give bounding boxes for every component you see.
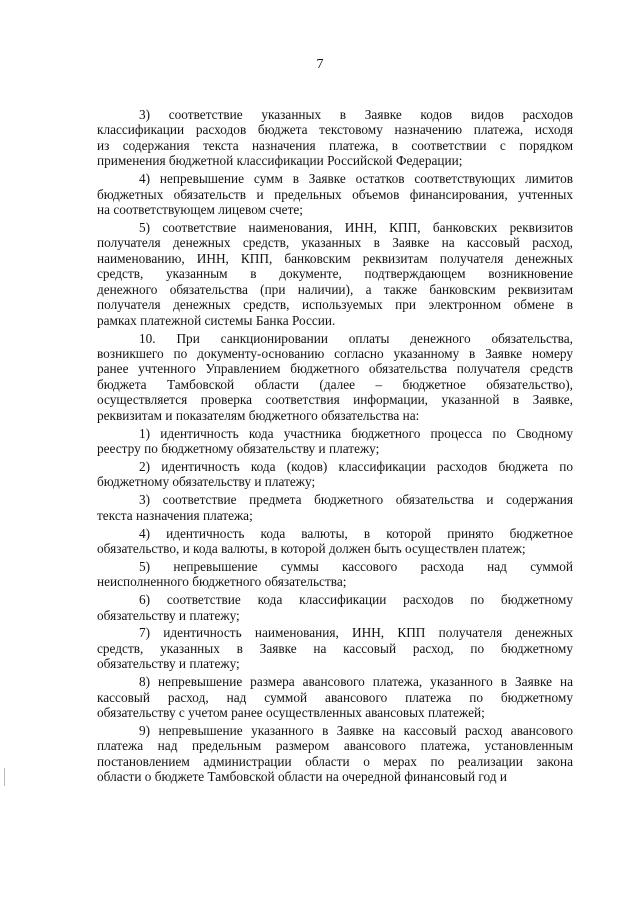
text-line: 7) идентичность наименования, ИНН, КПП получателя денежных xyxy=(139,625,573,641)
paragraph xyxy=(97,107,573,169)
text-line: 4) непревышение сумм в Заявке остатков соответствующих лимитов xyxy=(139,171,573,187)
text-line: 10. При санкционировании оплаты денежного обязательства, xyxy=(139,330,573,346)
text-line: возникшего по документу-основанию согласно указанному в Заявке номеру xyxy=(97,345,573,361)
text-line: 3) соответствие предмета бюджетного обязательства и содержания xyxy=(139,492,573,508)
text-line: бюджетных обязательств и предельных объемов финансирования, учтенных xyxy=(97,186,573,202)
text-line: получателя денежных средств, используемых при электронном обмене в xyxy=(97,297,573,313)
paragraph xyxy=(97,459,573,490)
text-line: области о бюджете Тамбовской области на очередной финансовый год и xyxy=(97,769,507,785)
text-line: обязательству с учетом ранее осуществленных авансовых платежей; xyxy=(97,705,485,721)
paragraph xyxy=(97,625,573,671)
text-line: 4) идентичность кода валюты, в которой принято бюджетное xyxy=(139,525,573,541)
text-line: 2) идентичность кода (кодов) классификации расходов бюджета по xyxy=(139,458,573,474)
document-body xyxy=(97,107,573,787)
text-line: 3) соответствие указанных в Заявке кодов видов расходов xyxy=(139,107,573,122)
text-line: реквизитам и показателям бюджетного обязательства на: xyxy=(97,407,420,423)
text-line: рамках платежной системы Банка России. xyxy=(97,312,336,328)
text-line: денежного обязательства (при наличии), а также банковским реквизитам xyxy=(97,281,573,297)
text-line: бюджета Тамбовской области (далее – бюджетное обязательство), xyxy=(97,376,573,392)
text-line: обязательство, и кода валюты, в которой должен быть осуществлен платеж; xyxy=(97,540,526,556)
text-line: средств, указанных в Заявке на кассовый расход, по бюджетному xyxy=(97,640,573,656)
text-line: обязательству и платежу; xyxy=(97,607,240,623)
paragraph xyxy=(97,171,573,217)
text-line: наименованию, ИНН, КПП, банковским реквизитам получателя денежных xyxy=(97,250,573,266)
paragraph xyxy=(97,426,573,457)
text-line: неисполненного бюджетного обязательства; xyxy=(97,574,347,590)
text-line: текста назначения платежа; xyxy=(97,507,253,523)
text-line: 9) непревышение указанного в Заявке на кассовый расход авансового xyxy=(139,722,573,738)
text-line: применения бюджетной классификации Российской Федерации; xyxy=(97,153,463,169)
paragraph xyxy=(97,220,573,328)
text-line: 8) непревышение размера авансового платежа, указанного в Заявке на xyxy=(139,674,573,690)
text-line: кассовый расход, над суммой авансового платежа по бюджетному xyxy=(97,689,573,705)
text-line: 5) непревышение суммы кассового расхода над суммой xyxy=(139,558,573,574)
paragraph xyxy=(97,526,573,557)
paragraph xyxy=(97,592,573,623)
text-line: реестру по бюджетному обязательству и платежу; xyxy=(97,441,380,457)
text-line: 6) соответствие кода классификации расходов по бюджетному xyxy=(139,592,573,608)
text-line: 5) соответствие наименования, ИНН, КПП, банковских реквизитов xyxy=(139,219,573,235)
paragraph xyxy=(97,492,573,523)
scan-margin-mark xyxy=(4,768,5,786)
text-line: получателя денежных средств, указанных в Заявке на кассовый расход, xyxy=(97,235,573,251)
text-line: классификации расходов бюджета текстовому назначению платежа, исходя xyxy=(97,122,573,138)
text-line: 1) идентичность кода участника бюджетного процесса по Сводному xyxy=(139,425,573,441)
text-line: ранее учтенного Управлением бюджетного обязательства получателя средств xyxy=(97,361,573,377)
page-number: 7 xyxy=(316,57,324,72)
text-line: осуществляется проверка соответствия информации, указанной в Заявке, xyxy=(97,392,573,408)
text-line: на соответствующем лицевом счете; xyxy=(97,202,303,218)
text-line: постановлением администрации области о мерах по реализации закона xyxy=(97,753,573,769)
text-line: бюджетному обязательству и платежу; xyxy=(97,474,316,490)
paragraph xyxy=(97,674,573,720)
text-line: платежа над предельным размером авансового платежа, установленным xyxy=(97,738,573,754)
text-line: из содержания текста назначения платежа, в соответствии с порядком xyxy=(97,137,573,153)
text-line: обязательству и платежу; xyxy=(97,656,240,672)
text-line: средств, указанным в документе, подтверждающем возникновение xyxy=(97,266,573,282)
paragraph xyxy=(97,559,573,590)
paragraph xyxy=(97,723,573,785)
paragraph xyxy=(97,331,573,424)
